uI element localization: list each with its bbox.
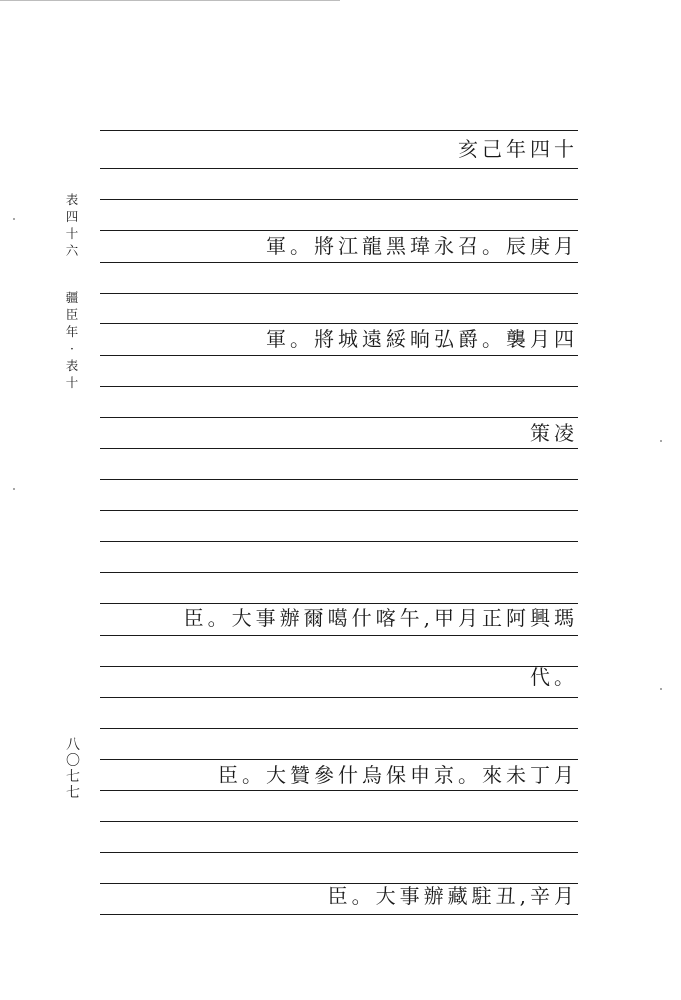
scan-speck [13, 488, 15, 490]
table-row-entry-4: 策凌 [530, 421, 578, 445]
page-number: 八〇七七 [66, 737, 80, 801]
table-rule-line [100, 914, 578, 915]
table-rule-line [100, 790, 578, 791]
scan-top-edge-line [0, 0, 340, 1]
table-rule-line [100, 386, 578, 387]
table-rule-line [100, 728, 578, 729]
table-rule-line [100, 293, 578, 294]
table-rule-line [100, 635, 578, 636]
table-rule-line [100, 130, 578, 131]
table-rule-line [100, 355, 578, 356]
table-rule-line [100, 168, 578, 169]
table-row-entry-8: 臣。大事辦藏駐丑,辛月 [327, 884, 578, 908]
table-rule-line [100, 510, 578, 511]
table-rule-line [100, 666, 578, 667]
margin-table-title: 表四十六 [65, 192, 79, 258]
scan-speck [660, 440, 662, 442]
table-rule-line [100, 479, 578, 480]
table-rule-line [100, 572, 578, 573]
table-rule-line [100, 697, 578, 698]
scan-speck [660, 688, 662, 690]
table-rule-line [100, 448, 578, 449]
table-row-entry-7: 臣。大贊參什烏保申京。來未丁月 [218, 763, 578, 787]
table-rule-line [100, 852, 578, 853]
table-rule-line [100, 541, 578, 542]
table-row-entry-2: 軍。將江龍黑瑋永召。辰庚月 [266, 234, 578, 258]
table-rule-line [100, 199, 578, 200]
table-row-entry-3: 軍。將城遠綏晌弘爵。襲月四 [266, 327, 578, 351]
scan-speck [13, 218, 15, 220]
table-row-entry-6: 代。 [530, 665, 578, 689]
table-row-entry-1: 亥己年四十 [458, 137, 578, 161]
table-rule-line [100, 821, 578, 822]
table-rule-line [100, 417, 578, 418]
table-row-entry-5: 臣。大事辦爾噶什喀午,甲月正阿興瑪 [183, 606, 578, 630]
margin-table-subtitle: 疆臣年·表十 [65, 290, 79, 390]
table-rule-line [100, 262, 578, 263]
